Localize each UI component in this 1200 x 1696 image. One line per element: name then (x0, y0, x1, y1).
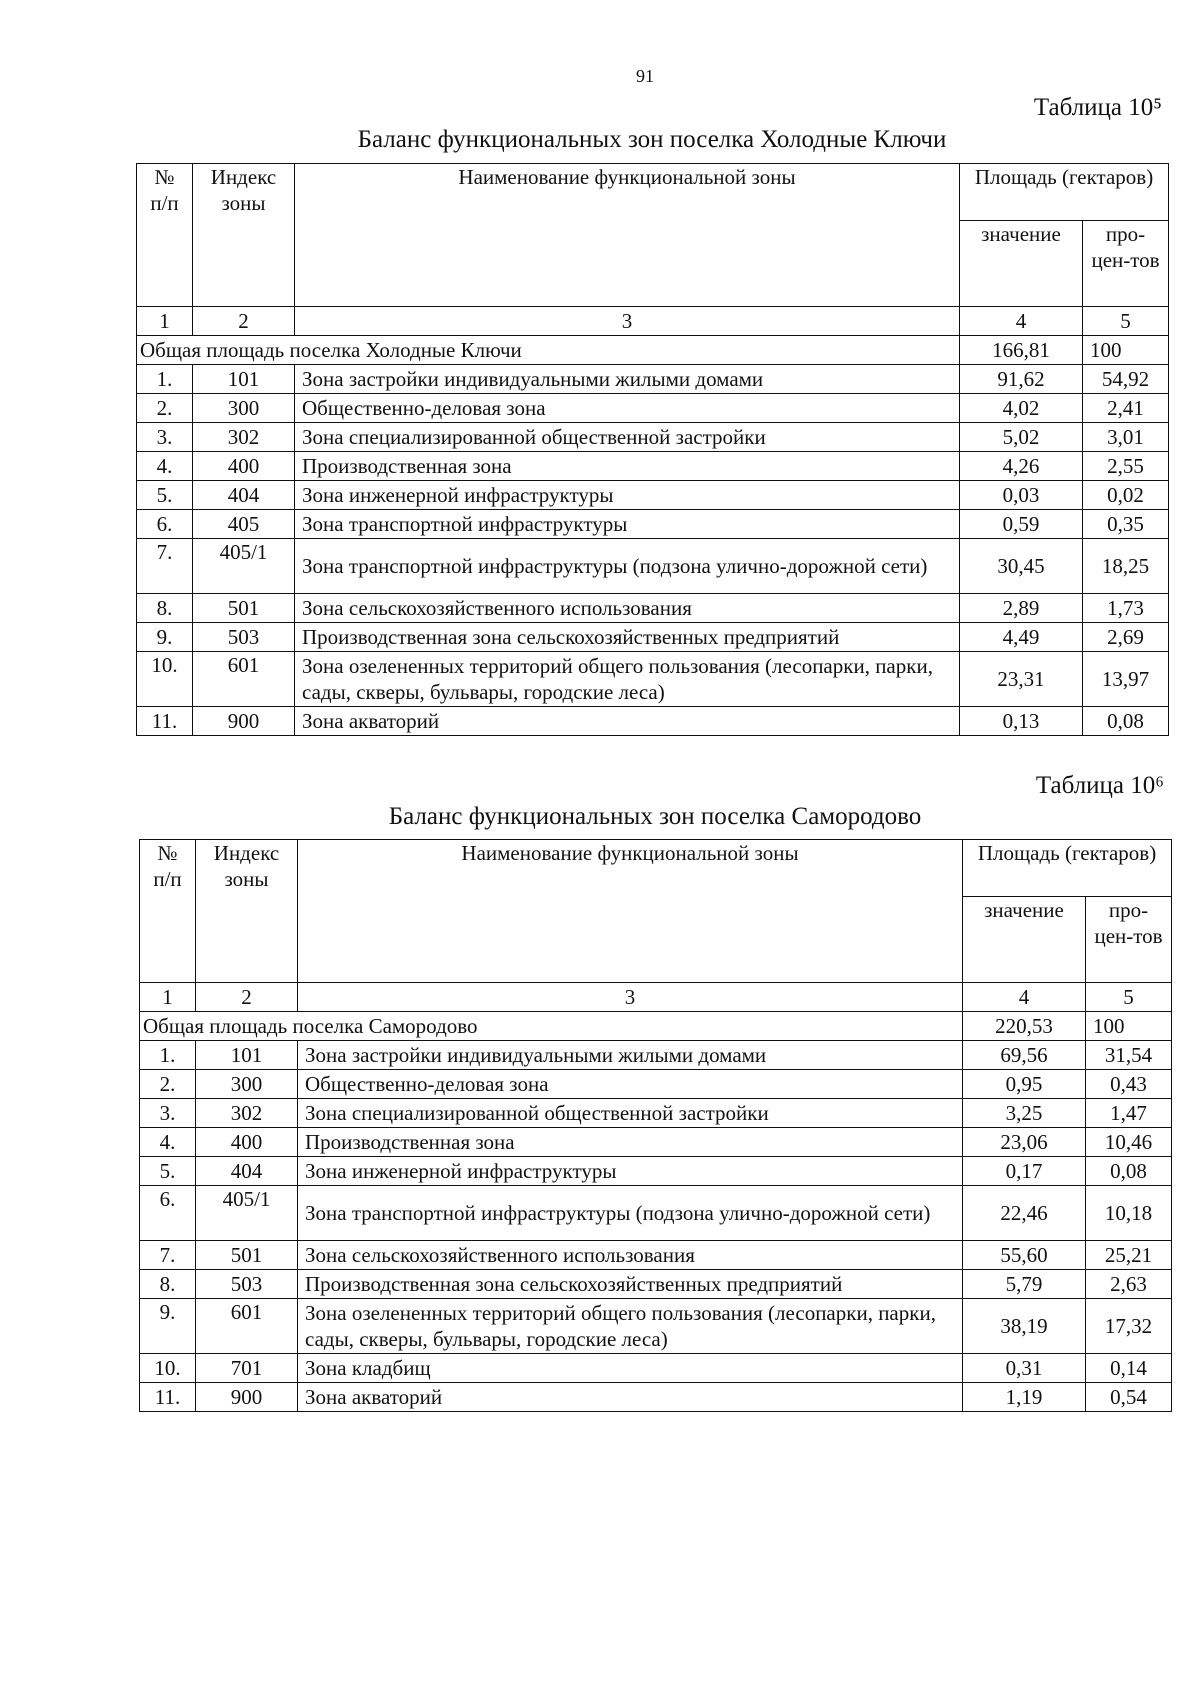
table-row (140, 1270, 1172, 1299)
row-value: 0,95 (963, 1070, 1086, 1099)
row-percent: 0,43 (1086, 1070, 1172, 1099)
table-row (140, 1299, 1172, 1354)
row-value: 4,02 (960, 394, 1083, 423)
row-percent: 54,92 (1083, 365, 1169, 394)
row-index: 900 (193, 707, 295, 736)
row-index: 101 (196, 1041, 298, 1070)
row-percent: 1,47 (1086, 1099, 1172, 1128)
col-number: 1 (140, 983, 196, 1012)
column-numbers-row (140, 983, 1172, 1012)
row-index: 400 (196, 1128, 298, 1157)
header-area: Площадь (гектаров) (960, 164, 1169, 221)
row-name: Зона специализированной общественной застройки (295, 423, 960, 452)
row-name: Производственная зона (298, 1128, 963, 1157)
row-num: 11. (140, 1383, 196, 1412)
row-value: 4,26 (960, 452, 1083, 481)
header-num: № п/п (140, 840, 196, 983)
row-num: 10. (137, 652, 193, 707)
row-value: 5,02 (960, 423, 1083, 452)
table-row (137, 365, 1169, 394)
total-label: Общая площадь поселка Холодные Ключи (137, 336, 960, 365)
row-index: 101 (193, 365, 295, 394)
table-row (137, 394, 1169, 423)
header-name: Наименование функциональной зоны (298, 840, 963, 983)
total-label: Общая площадь поселка Самородово (140, 1012, 963, 1041)
col-number: 1 (137, 307, 193, 336)
row-value: 38,19 (963, 1299, 1086, 1354)
row-index: 405/1 (196, 1186, 298, 1241)
row-name: Зона транспортной инфраструктуры (подзона улично-дорожной сети) (298, 1186, 963, 1241)
row-value: 3,25 (963, 1099, 1086, 1128)
row-index: 400 (193, 452, 295, 481)
row-num: 7. (137, 539, 193, 594)
row-num: 11. (137, 707, 193, 736)
row-value: 69,56 (963, 1041, 1086, 1070)
row-index: 701 (196, 1354, 298, 1383)
row-value: 23,06 (963, 1128, 1086, 1157)
row-percent: 18,25 (1083, 539, 1169, 594)
row-index: 300 (196, 1070, 298, 1099)
header-num: № п/п (137, 164, 193, 307)
row-index: 503 (193, 623, 295, 652)
row-num: 2. (140, 1070, 196, 1099)
row-num: 1. (140, 1041, 196, 1070)
header-index: Индекс зоны (196, 840, 298, 983)
row-percent: 0,02 (1083, 481, 1169, 510)
row-name: Зона акваторий (295, 707, 960, 736)
row-name: Зона застройки индивидуальными жилыми домами (295, 365, 960, 394)
row-name: Зона акваторий (298, 1383, 963, 1412)
row-name: Зона специализированной общественной застройки (298, 1099, 963, 1128)
col-number: 5 (1083, 307, 1169, 336)
col-number: 3 (298, 983, 963, 1012)
row-percent: 0,08 (1083, 707, 1169, 736)
row-percent: 2,55 (1083, 452, 1169, 481)
table-row (140, 1383, 1172, 1412)
table-row (140, 1241, 1172, 1270)
row-name: Зона озелененных территорий общего пользования (лесопарки, парки, сады, скверы, бульвары, городские леса) (298, 1299, 963, 1354)
col-number: 2 (196, 983, 298, 1012)
table-row (140, 1099, 1172, 1128)
header-value: значение (963, 897, 1086, 983)
table-row (140, 1070, 1172, 1099)
row-name: Зона сельскохозяйственного использования (295, 594, 960, 623)
balance-table-2 (139, 839, 1172, 1412)
row-index: 601 (196, 1299, 298, 1354)
row-num: 3. (137, 423, 193, 452)
row-num: 3. (140, 1099, 196, 1128)
table-row (137, 452, 1169, 481)
row-index: 601 (193, 652, 295, 707)
row-percent: 2,41 (1083, 394, 1169, 423)
row-value: 2,89 (960, 594, 1083, 623)
row-name: Зона сельскохозяйственного использования (298, 1241, 963, 1270)
header-name: Наименование функциональной зоны (295, 164, 960, 307)
row-percent: 0,54 (1086, 1383, 1172, 1412)
header-value: значение (960, 221, 1083, 307)
header-percent: про-цен-тов (1083, 221, 1169, 307)
total-value: 166,81 (960, 336, 1083, 365)
total-value: 220,53 (963, 1012, 1086, 1041)
row-percent: 31,54 (1086, 1041, 1172, 1070)
row-name: Производственная зона (295, 452, 960, 481)
total-row (137, 336, 1169, 365)
row-num: 1. (137, 365, 193, 394)
row-value: 55,60 (963, 1241, 1086, 1270)
row-name: Зона транспортной инфраструктуры (295, 510, 960, 539)
row-value: 23,31 (960, 652, 1083, 707)
row-value: 30,45 (960, 539, 1083, 594)
col-number: 5 (1086, 983, 1172, 1012)
row-num: 5. (140, 1157, 196, 1186)
row-index: 404 (193, 481, 295, 510)
col-number: 4 (960, 307, 1083, 336)
total-row (140, 1012, 1172, 1041)
table-row (137, 510, 1169, 539)
row-index: 503 (196, 1270, 298, 1299)
row-value: 91,62 (960, 365, 1083, 394)
row-percent: 0,14 (1086, 1354, 1172, 1383)
row-percent: 13,97 (1083, 652, 1169, 707)
row-index: 405/1 (193, 539, 295, 594)
row-num: 2. (137, 394, 193, 423)
table-row (140, 1157, 1172, 1186)
row-value: 0,13 (960, 707, 1083, 736)
table-row (137, 481, 1169, 510)
row-num: 6. (140, 1186, 196, 1241)
row-value: 0,31 (963, 1354, 1086, 1383)
row-num: 4. (140, 1128, 196, 1157)
row-index: 302 (196, 1099, 298, 1128)
row-percent: 10,18 (1086, 1186, 1172, 1241)
row-name: Зона инженерной инфраструктуры (298, 1157, 963, 1186)
table-label: Таблица 10⁵ (1033, 94, 1162, 121)
table-row (140, 1041, 1172, 1070)
table-row (137, 707, 1169, 736)
row-name: Зона кладбищ (298, 1354, 963, 1383)
table-row (137, 594, 1169, 623)
row-percent: 2,63 (1086, 1270, 1172, 1299)
row-percent: 10,46 (1086, 1128, 1172, 1157)
row-name: Общественно-деловая зона (295, 394, 960, 423)
page-number: 91 (636, 66, 654, 86)
row-num: 7. (140, 1241, 196, 1270)
row-index: 302 (193, 423, 295, 452)
balance-table-1 (136, 163, 1169, 736)
row-name: Зона транспортной инфраструктуры (подзона улично-дорожной сети) (295, 539, 960, 594)
table-row (137, 539, 1169, 594)
row-percent: 17,32 (1086, 1299, 1172, 1354)
row-value: 0,59 (960, 510, 1083, 539)
table-label: Таблица 10⁶ (1035, 772, 1164, 799)
row-num: 9. (137, 623, 193, 652)
col-number: 3 (295, 307, 960, 336)
header-area: Площадь (гектаров) (963, 840, 1172, 897)
row-index: 404 (196, 1157, 298, 1186)
table-row (140, 1128, 1172, 1157)
row-index: 900 (196, 1383, 298, 1412)
table-title: Баланс функциональных зон поселка Холодные Ключи (357, 126, 947, 153)
row-name: Зона застройки индивидуальными жилыми домами (298, 1041, 963, 1070)
table-row (137, 623, 1169, 652)
row-name: Производственная зона сельскохозяйственных предприятий (298, 1270, 963, 1299)
row-index: 405 (193, 510, 295, 539)
total-percent: 100 (1086, 1012, 1172, 1041)
row-value: 0,17 (963, 1157, 1086, 1186)
row-percent: 0,35 (1083, 510, 1169, 539)
row-name: Зона озелененных территорий общего пользования (лесопарки, парки, сады, скверы, бульвары, городские леса) (295, 652, 960, 707)
row-num: 5. (137, 481, 193, 510)
row-value: 4,49 (960, 623, 1083, 652)
row-name: Производственная зона сельскохозяйственных предприятий (295, 623, 960, 652)
row-percent: 3,01 (1083, 423, 1169, 452)
row-name: Зона инженерной инфраструктуры (295, 481, 960, 510)
header-percent: про-цен-тов (1086, 897, 1172, 983)
row-num: 6. (137, 510, 193, 539)
row-value: 0,03 (960, 481, 1083, 510)
row-percent: 25,21 (1086, 1241, 1172, 1270)
row-index: 501 (193, 594, 295, 623)
total-percent: 100 (1083, 336, 1169, 365)
row-num: 8. (140, 1270, 196, 1299)
column-numbers-row (137, 307, 1169, 336)
row-percent: 1,73 (1083, 594, 1169, 623)
col-number: 2 (193, 307, 295, 336)
table-row (137, 652, 1169, 707)
row-value: 22,46 (963, 1186, 1086, 1241)
table-row (137, 423, 1169, 452)
col-number: 4 (963, 983, 1086, 1012)
row-index: 300 (193, 394, 295, 423)
row-name: Общественно-деловая зона (298, 1070, 963, 1099)
row-num: 8. (137, 594, 193, 623)
row-value: 1,19 (963, 1383, 1086, 1412)
header-index: Индекс зоны (193, 164, 295, 307)
row-num: 10. (140, 1354, 196, 1383)
table-row (140, 1354, 1172, 1383)
row-value: 5,79 (963, 1270, 1086, 1299)
row-num: 9. (140, 1299, 196, 1354)
row-percent: 2,69 (1083, 623, 1169, 652)
table-title: Баланс функциональных зон поселка Самородово (388, 803, 922, 830)
row-index: 501 (196, 1241, 298, 1270)
table-row (140, 1186, 1172, 1241)
row-percent: 0,08 (1086, 1157, 1172, 1186)
row-num: 4. (137, 452, 193, 481)
